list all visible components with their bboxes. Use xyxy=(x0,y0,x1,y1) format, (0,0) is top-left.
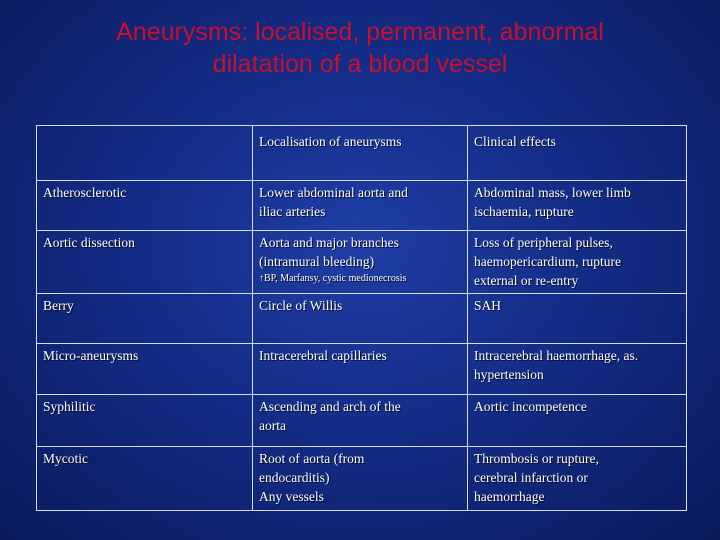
cell-line: Root of aorta (from xyxy=(259,451,365,466)
cell-line: SAH xyxy=(474,298,502,313)
cell-line: haemorrhage xyxy=(474,489,545,504)
type-cell: Aortic dissection xyxy=(37,231,253,294)
type-cell: Mycotic xyxy=(37,447,253,511)
effects-cell xyxy=(468,231,687,294)
cell-line: Intracerebral haemorrhage, as. xyxy=(474,348,639,363)
localisation-cell xyxy=(253,181,468,231)
table-row xyxy=(37,344,687,395)
cell-line: Thrombosis or rupture, xyxy=(474,451,599,466)
effects-cell xyxy=(468,447,687,511)
cell-line: Intracerebral capillaries xyxy=(259,348,387,363)
header-cell-type xyxy=(37,126,253,181)
cell-line: Any vessels xyxy=(259,489,324,504)
cell-line: hypertension xyxy=(474,367,544,382)
header-cell-effects: Clinical effects xyxy=(468,126,687,181)
cell-line: aorta xyxy=(259,418,286,433)
type-cell: Micro-aneurysms xyxy=(37,344,253,395)
cell-line: (intramural bleeding) xyxy=(259,254,375,269)
type-cell: Atherosclerotic xyxy=(37,181,253,231)
slide-title-line-1: Aneurysms: localised, permanent, abnormal xyxy=(116,18,604,46)
localisation-cell xyxy=(253,395,468,447)
effects-cell xyxy=(468,344,687,395)
table-row xyxy=(37,294,687,344)
table-row xyxy=(37,181,687,231)
localisation-cell xyxy=(253,447,468,511)
effects-cell xyxy=(468,395,687,447)
cell-line: Abdominal mass, lower limb xyxy=(474,185,631,200)
cell-line: Loss of peripheral pulses, xyxy=(474,235,613,250)
aneurysm-table xyxy=(36,125,687,511)
cell-line: Lower abdominal aorta and xyxy=(259,185,408,200)
cell-line: iliac arteries xyxy=(259,204,326,219)
cell-line: Circle of Willis xyxy=(259,298,343,313)
type-cell: Syphilitic xyxy=(37,395,253,447)
cell-line: cerebral infarction or xyxy=(474,470,588,485)
cell-line: external or re-entry xyxy=(474,273,579,288)
table-row xyxy=(37,447,687,511)
type-cell: Berry xyxy=(37,294,253,344)
cell-line: Aorta and major branches xyxy=(259,235,399,250)
effects-cell xyxy=(468,181,687,231)
localisation-cell xyxy=(253,231,468,294)
slide-title xyxy=(0,16,720,80)
header-cell-localisation: Localisation of aneurysms xyxy=(253,126,468,181)
header-row xyxy=(37,126,687,181)
cell-line: haemopericardium, rupture xyxy=(474,254,621,269)
cell-line: endocarditis) xyxy=(259,470,330,485)
localisation-note: ↑BP, Marfansy, cystic medionecrosis xyxy=(259,273,407,284)
localisation-cell xyxy=(253,294,468,344)
cell-line: Aortic incompetence xyxy=(474,399,587,414)
effects-cell xyxy=(468,294,687,344)
slide-title-line-2: dilatation of a blood vessel xyxy=(212,50,508,78)
cell-line: Ascending and arch of the xyxy=(259,399,401,414)
localisation-cell xyxy=(253,344,468,395)
table-row xyxy=(37,231,687,294)
cell-line: ischaemia, rupture xyxy=(474,204,574,219)
table-row xyxy=(37,395,687,447)
